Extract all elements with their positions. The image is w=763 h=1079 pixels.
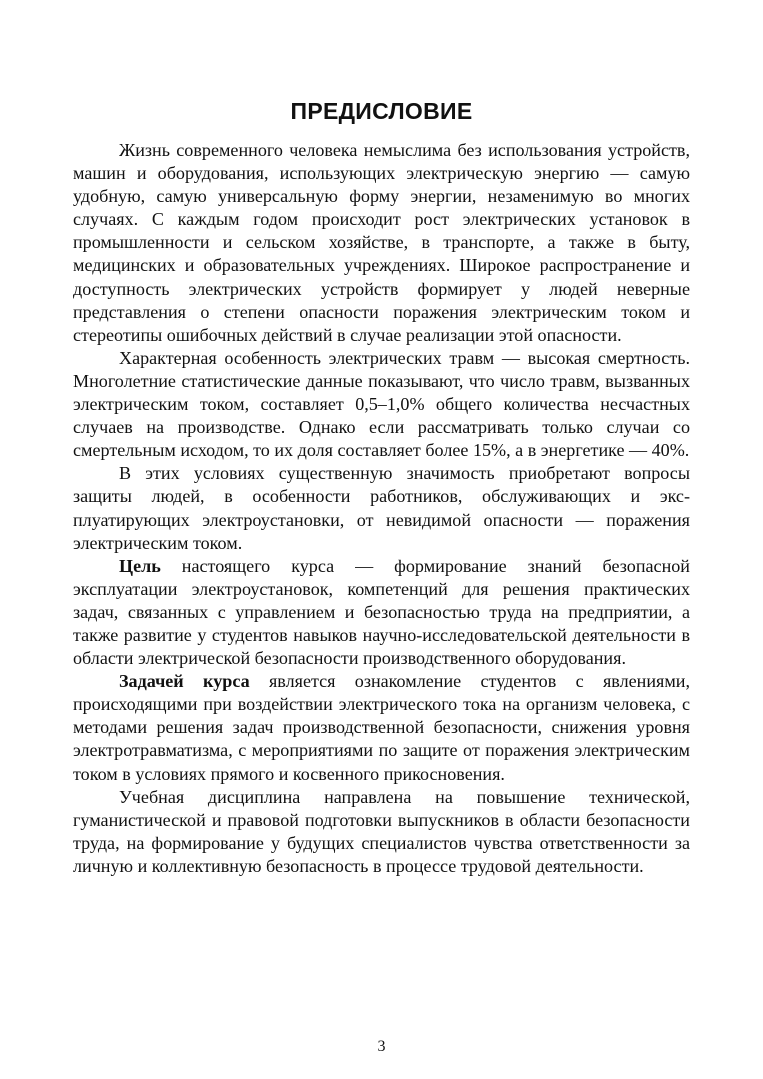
paragraph-protection: [73, 462, 690, 554]
paragraph-discipline: [73, 786, 690, 878]
paragraph-text: В этих условиях существенную значимость приобретают вопросы защиты людей, в особенности работников, обслуживающих и эксплуатирующих электроустановки, от невидимой опасности — поражения электрическим током.: [73, 463, 690, 553]
paragraph-text: Учебная дисциплина направлена на повышение технической, гуманистической и правовой подготовки выпускников в области безопасности труда, на формирование у будущих специалистов чувства ответственности за личную и коллективную безопасность в процессе трудовой деятельности.: [73, 786, 690, 876]
page-number: 3: [377, 1038, 386, 1055]
paragraph-text: Жизнь современного человека немыслима без использования устройств, машин и оборудования, использующих электрическую энергию — самую удобную, самую универсальную форму энергии, незаменимую во многих случаях. С каждым годом происходит рост электрических установок в промышленности и сельском хозяйстве, в транспорте, а также в быту, медицинских и образовательных учреждениях. Широкое распространение и доступность электрических устройств формирует у людей неверные представления о степени опасности поражения электрическим током и стереотипы ошибочных действий в случае реализации этой опасности.: [73, 140, 690, 345]
paragraph-goal: [73, 555, 690, 670]
paragraph-text: является ознакомление студентов с явлениями, происходящими при воздействии электрического тока на организм человека, с методами решения задач производственной безопасности, снижения уровня электротравматизма, с мероприятиями по защите от поражения электрическим током в условиях прямого и косвенного прикосновения.: [73, 671, 690, 784]
paragraph-text: настоящего курса — формирование знаний безопасной эксплуатации электроустановок, компетенций для решения практических задач, связанных с управлением и безопасностью труда на предприятии, а также развитие у студентов навыков научно-исследовательской деятельности в области электрической безопасности производственного оборудования.: [73, 555, 690, 669]
document-page: [73, 98, 690, 878]
paragraph-text: Характерная особенность электрических травм — высокая смертность. Многолетние статистические данные показывают, что число травм, вызванных электрическим током, составляет 0,5–1,0% общего количества несчастных случаев на производстве. Однако если рассматривать только случаи со смертельным исходом, то их доля составляет более 15%, а в энергетике — 40%.: [73, 347, 690, 461]
paragraph-tasks: [73, 670, 690, 785]
paragraph-intro: [73, 139, 690, 347]
tasks-lead: Задачей курса: [119, 671, 250, 692]
page-title: ПРЕДИСЛОВИЕ: [290, 98, 473, 124]
goal-lead: Цель: [119, 555, 161, 576]
paragraph-statistics: [73, 347, 690, 462]
